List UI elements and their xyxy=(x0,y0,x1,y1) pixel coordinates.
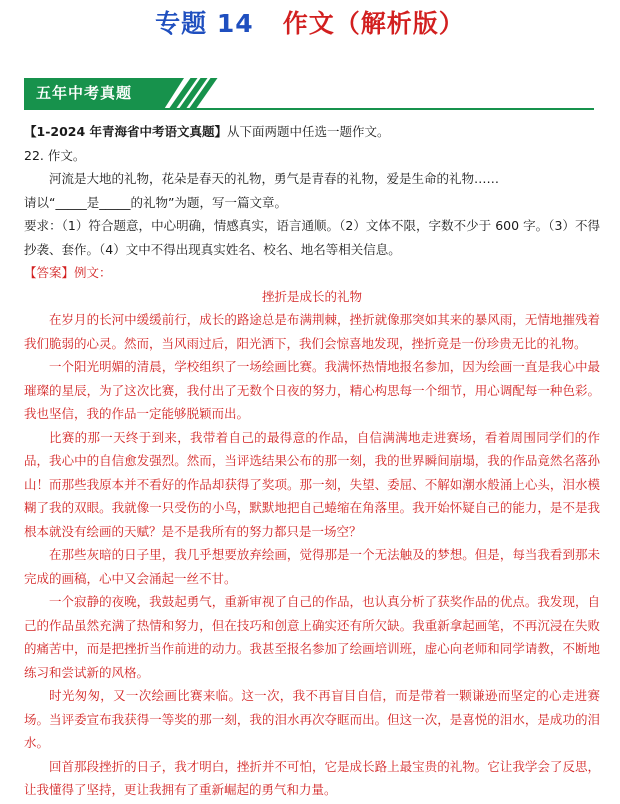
question-requirements: 要求：（1）符合题意，中心明确，情感真实，语言通顺。（2）文体不限，字数不少于 600 字。（3）不得抄袭、套作。（4）文中不得出现真实姓名、校名、地名等相关信息。 xyxy=(24,218,600,257)
essay-paragraph: 一个寂静的夜晚，我鼓起勇气，重新审视了自己的作品，也认真分析了获奖作品的优点。我发现，自己的作品虽然充满了热情和努力，但在技巧和创意上确实还有所欠缺。我重新拿起画笔，不再沉浸在失败的痛苦中，而是把挫折当作前进的动力。我甚至报名参加了绘画培训班，虚心向老师和同学请教，不断地练习和尝试新的风格。 xyxy=(24,594,600,680)
essay-paragraph: 时光匆匆，又一次绘画比赛来临。这一次，我不再盲目自信，而是带着一颗谦逊而坚定的心走进赛场。当评委宣布我获得一等奖的那一刻，我的泪水再次夺眶而出。但这一次，是喜悦的泪水，是成功的泪水。 xyxy=(24,688,600,750)
section-banner-label: 五年中考真题 xyxy=(36,84,133,102)
essay-paragraph: 在岁月的长河中缓缓前行，成长的路途总是布满荆棘，挫折就像那突如其来的暴风雨，无情地摧残着我们脆弱的心灵。然而，当风雨过后，阳光洒下，我们会惊喜地发现，挫折竟是一份珍贵无比的礼物。 xyxy=(24,312,600,351)
document-content xyxy=(24,120,600,802)
section-banner-underline xyxy=(24,108,594,110)
question-prompt: 河流是大地的礼物，花朵是春天的礼物，勇气是青春的礼物，爱是生命的礼物…… xyxy=(49,171,500,186)
answer-tag: 【答案】 xyxy=(24,265,75,280)
title-prefix: 专题 14 xyxy=(155,9,254,38)
essay-body xyxy=(24,308,600,802)
essay-paragraph: 在那些灰暗的日子里，我几乎想要放弃绘画，觉得那是一个无法触及的梦想。但是，每当我看到那未完成的画稿，心中又会涌起一丝不甘。 xyxy=(24,547,600,586)
question-instruction: 请以“_____是_____的礼物”为题，写一篇文章。 xyxy=(24,194,287,210)
essay-title: 挫折是成长的礼物 xyxy=(261,288,362,304)
answer-line xyxy=(24,261,600,285)
answer-tag-suffix: 例文： xyxy=(74,265,112,280)
question-source-line xyxy=(24,120,600,144)
section-banner xyxy=(24,78,594,108)
essay-paragraph: 一个阳光明媚的清晨，学校组织了一场绘画比赛。我满怀热情地报名参加，因为绘画一直是我心中最璀璨的星辰，为了这次比赛，我付出了无数个日夜的努力，精心构思每一个细节，用心调配每一种色彩。我也坚信，我的作品一定能够脱颖而出。 xyxy=(24,359,600,421)
page-title xyxy=(0,6,620,42)
essay-paragraph: 比赛的那一天终于到来，我带着自己的最得意的作品，自信满满地走进赛场，看着周围同学们的作品，我心中的自信愈发强烈。然而，当评选结果公布的那一刻，我的世界瞬间崩塌，我的作品竟然名落孙山！而那些我原本并不看好的作品却获得了奖项。那一刻，失望、委屈、不解如潮水般涌上心头，泪水模糊了我的双眼。我就像一只受伤的小鸟，默默地把自己蜷缩在角落里。我开始怀疑自己的能力，是不是我根本就没有绘画的天赋？是不是我所有的努力都只是一场空？ xyxy=(24,429,600,539)
question-number: 22. 作文。 xyxy=(24,147,86,163)
question-source: 【1-2024 年青海省中考语文真题】 xyxy=(24,124,228,139)
title-main: 作文（解析版） xyxy=(282,9,465,38)
question-source-suffix: 从下面两题中任选一题作文。 xyxy=(227,124,390,139)
essay-paragraph: 回首那段挫折的日子，我才明白，挫折并不可怕，它是成长路上最宝贵的礼物。它让我学会了反思，让我懂得了坚持，更让我拥有了重新崛起的勇气和力量。 xyxy=(24,758,600,797)
